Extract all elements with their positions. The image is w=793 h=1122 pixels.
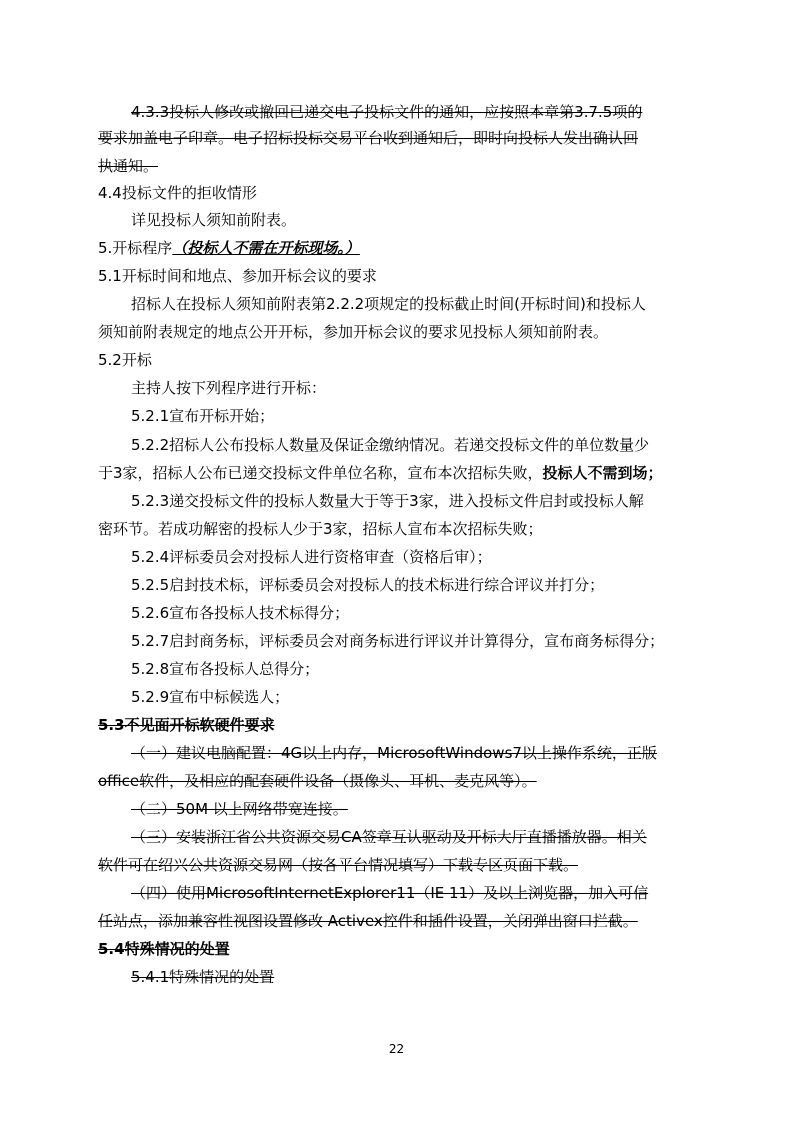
req-4-line-2: 任站点，添加兼容性视图设置修改 Activex控件和插件设置，关闭弹出窗口拦截。: [98, 912, 638, 930]
req-3-line-2: 软件可在绍兴公共资源交易网（按各平台情况填写）下载专区页面下载。: [98, 856, 579, 874]
para-4-4: 详见投标人须知前附表。: [131, 211, 297, 229]
heading-5-note: （投标人不需在开标现场。）: [172, 239, 360, 257]
item-5-2-5: 5.2.5启封技术标，评标委员会对投标人的技术标进行综合评议并打分；: [131, 576, 605, 594]
heading-5-3: 5.3不见面开标软硬件要求: [98, 716, 275, 734]
item-5-2-8: 5.2.8宣布各投标人总得分；: [131, 660, 320, 678]
clause-4-3-3-line-1: 4.3.3投标人修改或撤回已递交电子投标文件的通知，应按照本章第3.7.5项的: [131, 103, 643, 121]
item-5-2-2-bold-note: 投标人不需到场；: [542, 464, 663, 482]
item-5-2-1: 5.2.1宣布开标开始；: [131, 407, 275, 425]
item-5-2-2-line-2: [98, 463, 701, 483]
clause-4-3-3-line-2: 要求加盖电子印章。电子招标投标交易平台收到通知后，即时向投标人发出确认回: [98, 129, 639, 147]
para-5-2: 主持人按下列程序进行开标：: [131, 379, 327, 397]
item-5-2-2-text: 于3家，招标人公布已递交投标文件单位名称，宣布本次招标失败，: [98, 464, 543, 482]
heading-5-1: 5.1开标时间和地点、参加开标会议的要求: [98, 267, 377, 285]
item-5-2-3-line-2: 密环节。若成功解密的投标人少于3家，招标人宣布本次招标失败；: [98, 520, 543, 538]
para-5-1-line-2: 须知前附表规定的地点公开开标，参加开标会议的要求见投标人须知前附表。: [98, 323, 609, 341]
item-5-2-3-line-1: 5.2.3递交投标文件的投标人数量大于等于3家，进入投标文件启封或投标人解: [131, 492, 644, 510]
req-1-line-1: （一）建议电脑配置：4G以上内存，MicrosoftWindows7以上操作系统，正版: [131, 744, 657, 762]
heading-5-4-1: 5.4.1特殊情况的处置: [131, 968, 275, 986]
req-1-line-2: office软件，及相应的配套硬件设备（摄像头、耳机、麦克风等）。: [98, 772, 537, 790]
item-5-2-7: 5.2.7启封商务标，评标委员会对商务标进行评议并计算得分，宣布商务标得分；: [131, 632, 665, 650]
heading-5-title: 5.开标程序: [98, 239, 173, 257]
item-5-2-4: 5.2.4评标委员会对投标人进行资格审查（资格后审）；: [131, 548, 492, 566]
item-5-2-6: 5.2.6宣布各投标人技术标得分；: [131, 604, 350, 622]
clause-4-3-3-line-3: 执通知。: [98, 157, 159, 175]
req-3-line-1: （三）安装浙江省公共资源交易CA签章互认驱动及开标大厅直播播放器。相关: [131, 828, 647, 846]
item-5-2-9: 5.2.9宣布中标候选人；: [131, 688, 290, 706]
heading-5: [98, 238, 701, 258]
req-2: （二）50M 以上网络带宽连接。: [131, 800, 348, 818]
heading-4-4: 4.4投标文件的拒收情形: [98, 184, 257, 202]
req-4-line-1: （四）使用MicrosoftInternetExplorer11（IE 11）及以上浏览器，加入可信: [131, 884, 649, 902]
para-5-1-line-1: 招标人在投标人须知前附表第2.2.2项规定的投标截止时间(开标时间)和投标人: [131, 295, 646, 313]
page-number: 22: [388, 1042, 405, 1056]
heading-5-4: 5.4特殊情况的处置: [98, 940, 230, 958]
item-5-2-2-line-1: 5.2.2招标人公布投标人数量及保证金缴纳情况。若递交投标文件的单位数量少: [131, 436, 650, 454]
heading-5-2: 5.2开标: [98, 351, 152, 369]
